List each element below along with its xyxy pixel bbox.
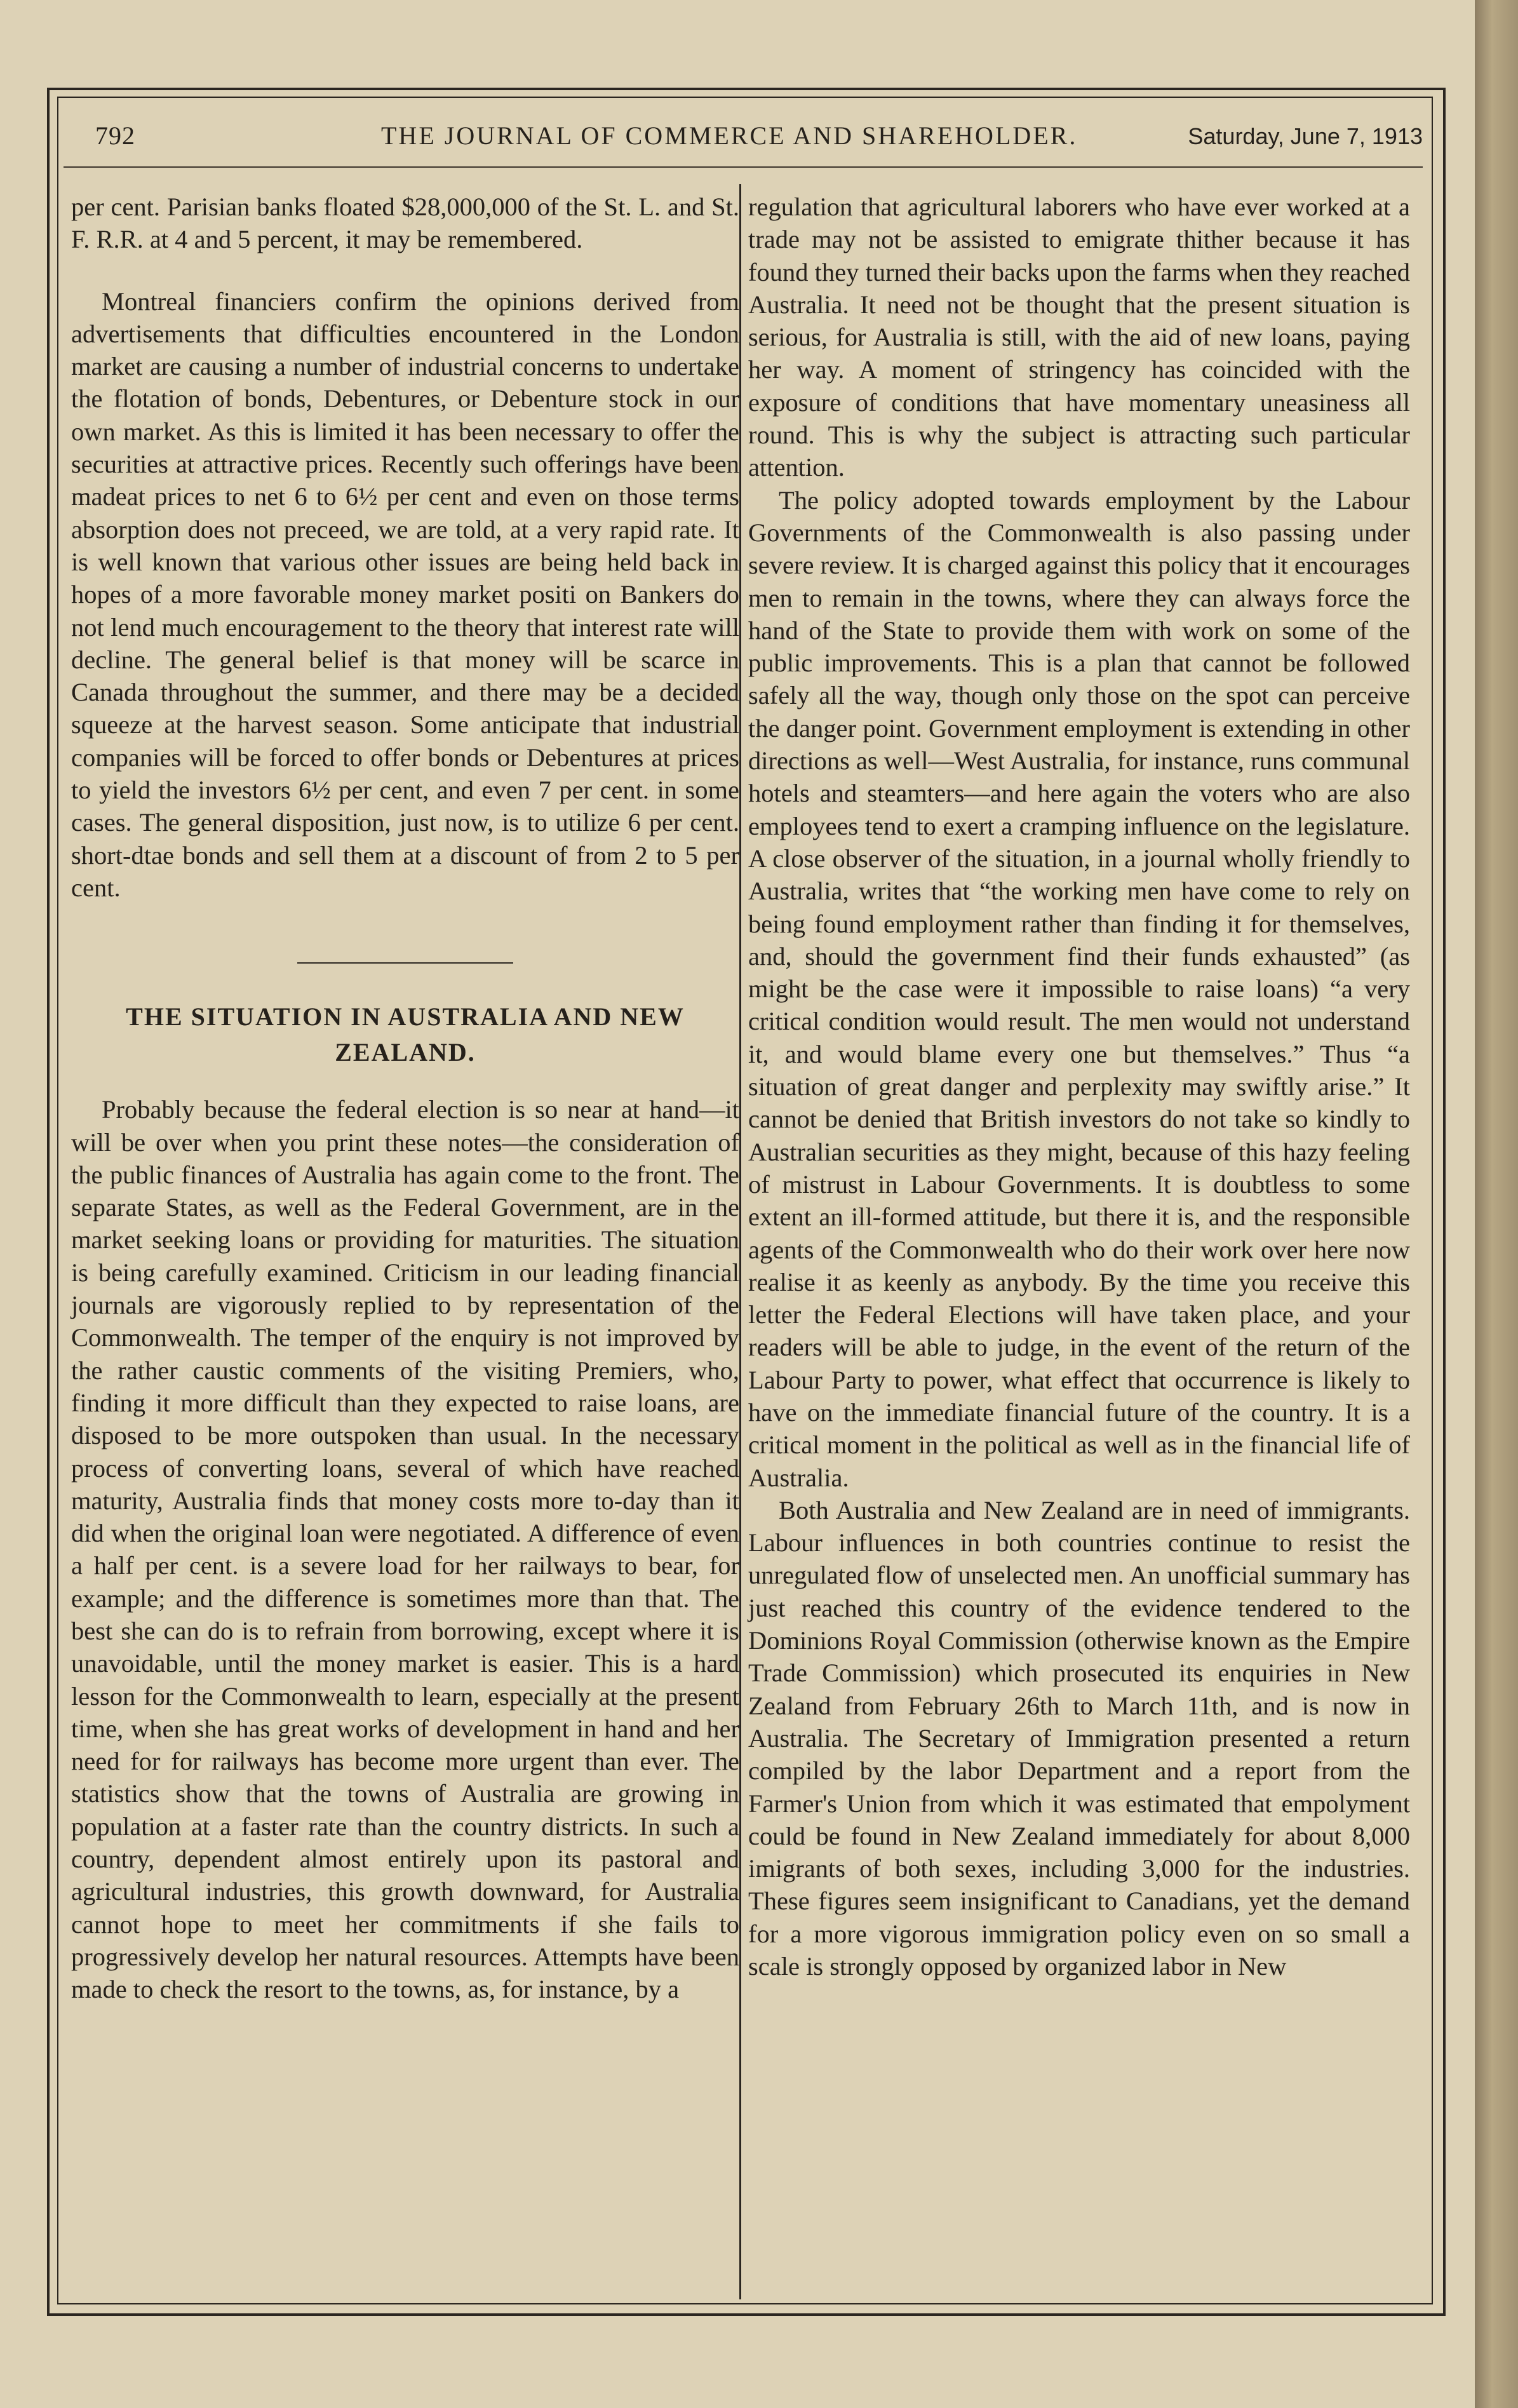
paragraph: The policy adopted towards employment by the Labour Governments of the Commonwealth is also passing under severe review. It is charged against this policy that it encourages men to remain in the towns, where they can always force the hand of the State to provide them with work on some of the public improvements. This is a plan that cannot be followed safely all the way, though only those on the spot can perceive the danger point. Government employment is extending in other directions as well—West Australia, for instance, runs communal hotels and steamters—and here again the voters who are also employees tend to exert a cramping influence on the legislature. A close observer of the situation, in a journal wholly friendly to Australia, writes that “the working men have come to rely on being found employment rather than finding it for themselves, and, should the government find their funds exhausted” (as might be the case were it impossible to raise loans) “a very critical condition would result. The men would not understand it, and would blame every one but themselves.” Thus “a situation of great danger and perplexity may swiftly arise.” It cannot be denied that British investors do not take so kindly to Australian securities as they might, because of this hazy feeling of mistrust in Labour Governments. It is doubtless to some extent an ill-formed attitude, but there it is, and the responsible agents of the Commonwealth who do their work over here now realise it as keenly as anybody. By the time you receive this letter the Federal Elections will have taken place, and your readers will be able to judge, in the event of the return of the Labour Party to power, what effect that occurrence is likely to have on the immediate financial future of the country. It is a critical moment in the political as well as in the financial life of Australia. — [748, 485, 1410, 1492]
paragraph: Both Australia and New Zealand are in need of immigrants. Labour influences in both countries continue to resist the unregulated flow of unselected men. An unofficial summary has just reached this country of the evidence tendered to the Dominions Royal Commission (otherwise known as the Empire Trade Commission) which prosecuted its enquiries in New Zealand from February 26th to March 11th, and is now in Australia. The Secretary of Immigration presented a return compiled by the labor Department and a report from the Farmer's Union from which it was estimated that empolyment could be found in New Zealand immediately for about 8,000 imigrants of both sexes, including 3,000 for the industries. These figures seem insignificant to Canadians, yet the demand for a more vigorous immigration policy even on so small a scale is strongly opposed by organized labor in New — [748, 1495, 1410, 1981]
header-rule — [64, 166, 1423, 168]
left-column — [71, 191, 739, 2006]
paragraph: Montreal financiers confirm the opinions derived from advertisements that difficulties encountered in the London market are causing a number of industrial concerns to undertake the flotation of bonds, Debentures, or Debenture stock in our own market. As this is limited it has been necessary to offer the securities at attractive prices. Recently such offerings have been madeat prices to net 6 to 6½ per cent and even on those terms absorption does not preceed, we are told, at a very rapid rate. It is well known that various other issues are being held back in hopes of a more favorable money market positi on Bankers do not lend much encouragement to the theory that interest rate will decline. The general belief is that money will be scarce in Canada throughout the summer, and there may be a decided squeeze at the harvest season. Some anticipate that industrial companies will be forced to offer bonds or Debentures at prices to yield the investors 6½ per cent, and even 7 per cent. in some cases. The general disposition, just now, is to utilize 6 per cent. short-dtae bonds and sell them at a discount of from 2 to 5 per cent. — [71, 286, 739, 902]
column-divider — [739, 184, 741, 2299]
paragraph: Probably because the federal election is so near at hand—it will be over when you print these notes—the consideration of the public finances of Australia has again come to the front. The separate States, as well as the Federal Government, are in the market seeking loans or providing for maturities. The situation is being carefully examined. Criticism in our leading financial journals are vigorously replied to by representation of the Commonwealth. The temper of the enquiry is not improved by the rather caustic comments of the visiting Premiers, who, finding it more difficult than they expected to raise loans, are disposed to be more outspoken than usual. In the necessary process of converting loans, several of which have reached maturity, Australia finds that money costs more to-day than it did when the original loan were negotiated. A difference of even a half per cent. is a severe load for her railways to bear, for example; and the difference is sometimes more than that. The best she can do is to refrain from borrowing, except where it is unavoidable, until the money market is easier. This is a hard lesson for the Commonwealth to learn, especially at the present time, when she has great works of development in hand and her need for for railways has become more urgent than ever. The statistics show that the towns of Australia are growing in population at a faster rate than the country districts. In such a country, dependent almost entirely upon its pastoral and agricultural industries, this growth downward, for Australia cannot hope to meet her commitments if she fails to progressively develop her natural resources. Attempts have been made to check the resort to the towns, as, for instance, by a — [71, 1095, 739, 2004]
page-edge-shadow — [1475, 0, 1518, 2408]
issue-date: Saturday, June 7, 1913 — [1188, 123, 1423, 149]
journal-title: THE JOURNAL OF COMMERCE AND SHAREHOLDER. — [381, 121, 1078, 150]
page-number: 792 — [95, 121, 135, 150]
page-header — [95, 114, 1423, 159]
paragraph: regulation that agricultural laborers who have ever worked at a trade may not be assisted to emigrate thither because it has found they turned their backs upon the farms when they reached Australia. It need not be thought that the present situation is serious, for Australia is still, with the aid of new loans, paying her way. A moment of stringency has coincided with the exposure of conditions that have momentary uneasiness all round. This is why the subject is attracting such particular attention. — [748, 192, 1410, 482]
section-heading: THE SITUATION IN AUSTRALIA AND NEW ZEALAND. — [126, 1002, 685, 1067]
paragraph: per cent. Parisian banks floated $28,000,000 of the St. L. and St. F. R.R. at 4 and 5 percent, it may be remembered. — [71, 192, 739, 254]
right-column — [748, 191, 1410, 1982]
section-separator — [297, 962, 513, 964]
